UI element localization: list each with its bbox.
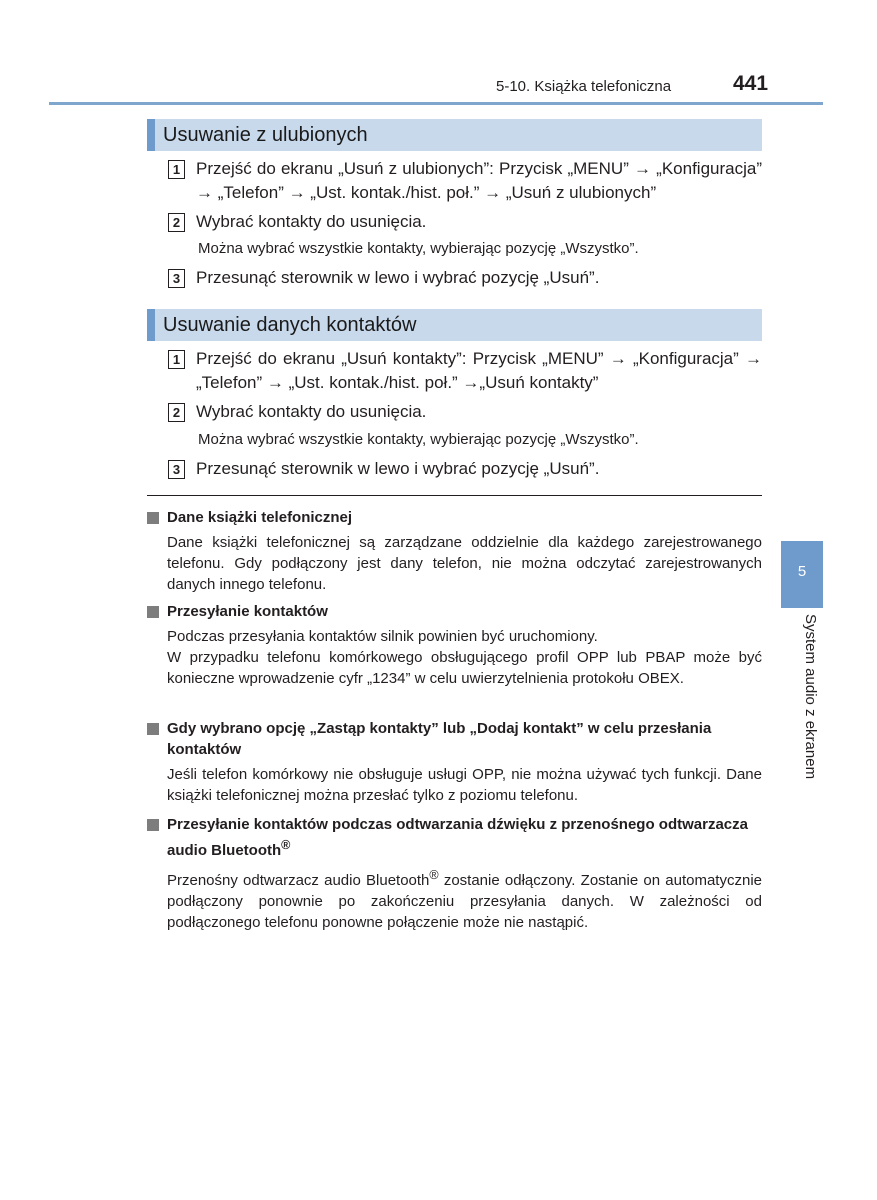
section-title: Usuwanie z ulubionych [147, 119, 762, 151]
step-text: Przejść do ekranu „Usuń z ulubionych”: Przycisk „MENU” → „Konfiguracja” → „Telefon” → „Ust. kontak./hist. poł.” → „Usuń z ulubionych” [196, 159, 762, 202]
step-3 [168, 266, 762, 290]
step-3 [168, 457, 762, 481]
info-phonebook-data [147, 507, 762, 595]
step-note: Można wybrać wszystkie kontakty, wybierając pozycję „Wszystko”. [198, 240, 639, 257]
info-heading: Dane książki telefonicznej [167, 509, 353, 526]
bullet-square [147, 512, 159, 524]
chapter-title: 5-10. Książka telefoniczna [496, 78, 672, 95]
step-number: 2 [168, 213, 185, 232]
step-text: Przesunąć sterownik w lewo i wybrać pozycję „Usuń”. [196, 268, 600, 287]
registered-mark: ® [429, 868, 439, 882]
chapter-side-label: System audio z ekranem [802, 614, 819, 780]
info-replace-add-contacts [147, 718, 762, 806]
step-number: 3 [168, 460, 185, 479]
step-2 [168, 400, 762, 424]
step-note: Można wybrać wszystkie kontakty, wybierając pozycję „Wszystko”. [198, 431, 639, 448]
info-body: Dane książki telefonicznej są zarządzane oddzielnie dla każdego zarejestrowanego telefonu. Gdy podłączony jest dany telefon, nie można odczytać zarejestrowanych danych innego telefonu. [167, 534, 762, 593]
section-delete-contacts [147, 309, 762, 341]
registered-mark: ® [281, 838, 291, 852]
bullet-square [147, 819, 159, 831]
info-heading: Przesyłanie kontaktów podczas odtwarzania dźwięku z przenośnego odtwarzacza audio Bluetooth [167, 816, 748, 859]
step-number: 1 [168, 160, 185, 179]
step-2 [168, 210, 762, 234]
page-number: 441 [733, 72, 769, 95]
chapter-tab-number: 5 [797, 563, 807, 580]
header-rule [49, 102, 823, 105]
section-remove-favorites [147, 119, 762, 151]
step-number: 3 [168, 269, 185, 288]
step-number: 2 [168, 403, 185, 422]
info-bluetooth-playback [147, 814, 762, 933]
page-header [0, 70, 823, 106]
step-text: Wybrać kontakty do usunięcia. [196, 212, 427, 231]
step-1 [168, 347, 762, 395]
step-text: Przesunąć sterownik w lewo i wybrać pozycję „Usuń”. [196, 459, 600, 478]
info-body-2: W przypadku telefonu komórkowego obsługującego profil OPP lub PBAP może być konieczne wprowadzenie cyfr „1234” w celu uwierzytelnienia protokołu OBEX. [167, 649, 762, 687]
step-text: Wybrać kontakty do usunięcia. [196, 402, 427, 421]
divider [147, 495, 762, 496]
chapter-tab [781, 541, 823, 608]
bullet-square [147, 723, 159, 735]
info-contact-transfer [147, 601, 762, 689]
step-number: 1 [168, 350, 185, 369]
info-heading: Gdy wybrano opcję „Zastąp kontakty” lub „Dodaj kontakt” w celu przesłania kontaktów [167, 720, 712, 758]
step-text: Przejść do ekranu „Usuń kontakty”: Przycisk „MENU” → „Konfiguracja” → „Telefon” → „Ust. kontak./hist. poł.” →„Usuń kontakty” [196, 349, 762, 392]
step-1 [168, 157, 762, 205]
info-body: Podczas przesyłania kontaktów silnik powinien być uruchomiony. [167, 628, 598, 645]
section-title: Usuwanie danych kontaktów [147, 309, 762, 341]
info-heading: Przesyłanie kontaktów [167, 603, 328, 620]
info-body: Przenośny odtwarzacz audio Bluetooth® zostanie odłączony. Zostanie on automatycznie podłączony ponownie po zakończeniu przesyłania danych. W zależności od podłączonego telefonu ponowne połączenie może nie nastąpić. [167, 868, 762, 931]
info-body: Jeśli telefon komórkowy nie obsługuje usługi OPP, nie można używać tych funkcji. Dane książki telefonicznej można przesłać tylko z poziomu telefonu. [167, 766, 762, 804]
bullet-square [147, 606, 159, 618]
